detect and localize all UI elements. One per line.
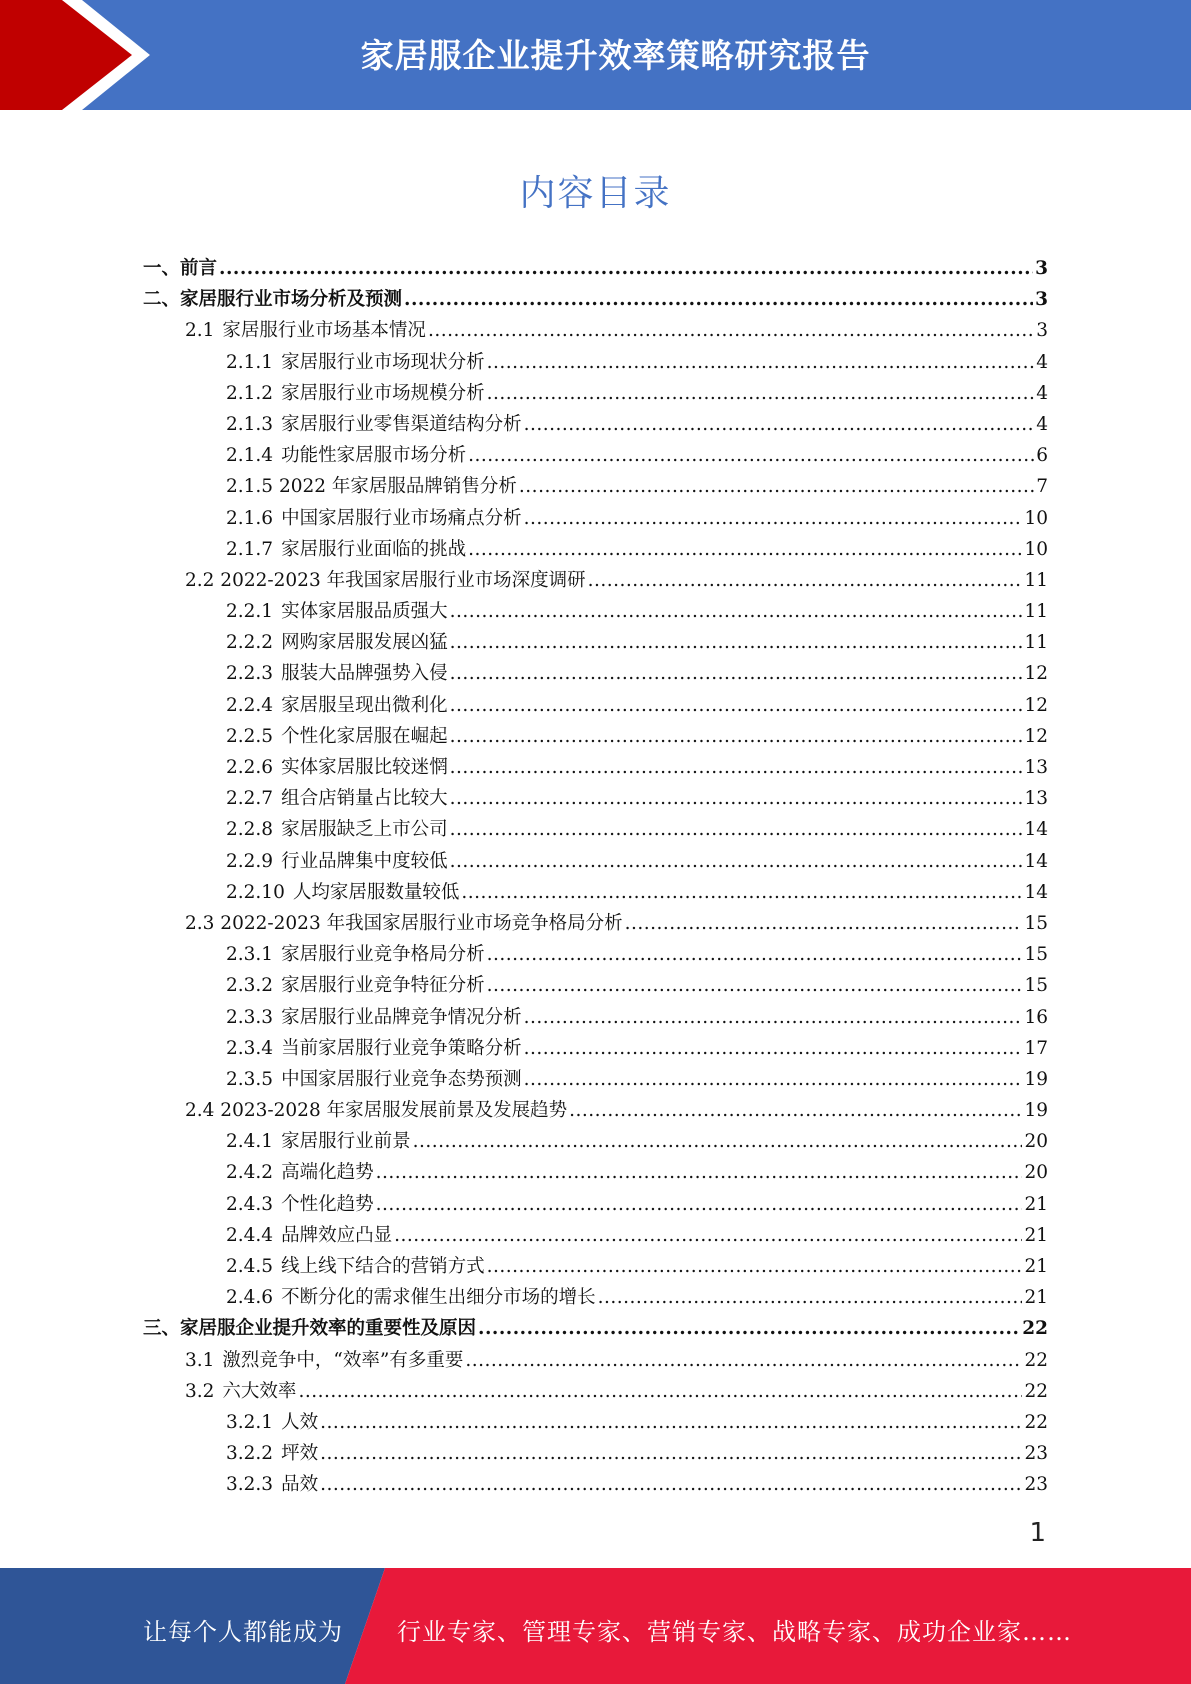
toc-entry[interactable] <box>143 565 1048 596</box>
toc-entry-page: 22 <box>1022 1318 1048 1340</box>
toc-dot-leader <box>487 1251 1023 1282</box>
toc-entry-page: 15 <box>1024 912 1048 934</box>
toc-entry-number: 2.2.4 <box>226 694 274 716</box>
toc-dot-leader <box>450 752 1023 783</box>
toc-entry-number: 2.3.3 <box>226 1006 274 1028</box>
toc-entry-page: 23 <box>1024 1443 1048 1465</box>
toc-entry-number: 2.1 <box>185 320 215 342</box>
toc-dot-leader <box>465 1345 1022 1376</box>
toc-entry-page: 10 <box>1024 538 1048 560</box>
toc-entry-number: 2.2.6 <box>226 757 274 778</box>
toc-entry-title: 2.4 2023-2028 年家居服发展前景及发展趋势 <box>185 1100 568 1122</box>
toc-entry-label <box>185 1095 567 1126</box>
toc-dot-leader <box>588 565 1023 596</box>
toc-dot-leader <box>428 315 1034 346</box>
toc-entry[interactable] <box>143 846 1048 877</box>
toc-entry[interactable] <box>143 1251 1048 1282</box>
toc-entry[interactable] <box>143 1407 1048 1438</box>
toc-entry-page: 14 <box>1024 881 1048 903</box>
toc-dot-leader <box>320 1469 1022 1500</box>
toc-entry-label <box>226 970 485 1001</box>
toc-entry-title: 网购家居服发展凶猛 <box>281 632 448 654</box>
toc-entry-number: 2.2.3 <box>226 663 274 685</box>
toc-entry[interactable] <box>143 1313 1048 1344</box>
toc-entry[interactable] <box>143 284 1048 315</box>
toc-entry-label <box>226 1126 411 1157</box>
table-of-contents <box>143 253 1048 1501</box>
toc-entry-page: 23 <box>1024 1474 1048 1496</box>
toc-entry-number: 3.2.2 <box>226 1443 274 1465</box>
toc-dot-leader <box>487 347 1035 378</box>
toc-entry[interactable] <box>143 253 1048 284</box>
toc-entry[interactable] <box>143 503 1048 534</box>
toc-entry-title: 家居服行业面临的挑战 <box>281 538 467 560</box>
toc-entry-number: 3.2.3 <box>226 1474 274 1496</box>
toc-entry-label <box>226 534 466 565</box>
toc-entry-label <box>226 721 448 752</box>
toc-entry-page: 16 <box>1024 1006 1048 1028</box>
report-title: 家居服企业提升效率策略研究报告 <box>360 36 871 75</box>
toc-dot-leader <box>394 1220 1022 1251</box>
toc-entry-label <box>226 347 485 378</box>
footer-slogan-right: 行业专家、管理专家、营销专家、战略专家、成功企业家…… <box>397 1618 1072 1646</box>
toc-entry-label <box>226 1438 318 1469</box>
toc-entry-number: 2.2.1 <box>226 601 274 623</box>
toc-entry-title: 行业品牌集中度较低 <box>281 850 448 872</box>
toc-entry-page: 3 <box>1035 258 1048 279</box>
toc-entry-number: 2.1.4 <box>226 445 274 467</box>
toc-entry-page: 4 <box>1036 382 1048 404</box>
toc-entry-number: 3.2.1 <box>226 1411 274 1433</box>
toc-entry-number: 2.2.8 <box>226 819 274 841</box>
toc-entry-page: 14 <box>1024 850 1048 872</box>
toc-dot-leader <box>450 814 1023 845</box>
toc-entry-number: 2.2.2 <box>226 632 274 654</box>
toc-entry-label <box>226 783 448 814</box>
toc-entry-label <box>185 565 586 596</box>
toc-entry[interactable] <box>143 690 1048 721</box>
toc-entry-label <box>226 1282 596 1313</box>
toc-entry-title: 中国家居服行业市场痛点分析 <box>281 507 522 529</box>
toc-entry-page: 20 <box>1024 1162 1048 1184</box>
toc-entry-title: 人均家居服数量较低 <box>292 881 460 903</box>
toc-entry-page: 19 <box>1024 1100 1048 1122</box>
toc-entry-label <box>185 908 623 939</box>
toc-entry-title: 激烈竞争中，“效率”有多重要 <box>222 1349 464 1371</box>
toc-entry[interactable] <box>143 908 1048 939</box>
toc-entry[interactable] <box>143 1095 1048 1126</box>
toc-entry[interactable] <box>143 1002 1048 1033</box>
toc-entry-number: 2.3.2 <box>226 975 274 997</box>
toc-entry-page: 19 <box>1024 1068 1048 1090</box>
toc-entry-number: 2.4.5 <box>226 1256 274 1277</box>
toc-entry-title: 2.1.5 2022 年家居服品牌销售分析 <box>226 476 517 498</box>
toc-entry[interactable] <box>143 1220 1048 1251</box>
toc-entry-number: 2.1.6 <box>226 507 274 529</box>
toc-entry-label <box>226 1251 485 1282</box>
toc-entry-label <box>143 253 217 284</box>
toc-entry-title: 功能性家居服市场分析 <box>281 445 467 467</box>
toc-dot-leader <box>487 939 1023 970</box>
toc-entry-title: 二、家居服行业市场分析及预测 <box>143 289 403 311</box>
toc-entry-label <box>185 1376 296 1407</box>
toc-entry-page: 15 <box>1024 944 1048 966</box>
toc-entry-page: 3 <box>1036 320 1048 342</box>
toc-dot-leader <box>320 1407 1022 1438</box>
toc-entry-label <box>226 503 522 534</box>
toc-entry-page: 11 <box>1024 569 1048 591</box>
toc-entry-label <box>185 315 426 346</box>
toc-entry-page: 21 <box>1024 1287 1048 1309</box>
toc-entry[interactable] <box>143 596 1048 627</box>
toc-dot-leader <box>524 1033 1023 1064</box>
toc-entry-title: 家居服行业市场规模分析 <box>281 382 485 404</box>
toc-entry[interactable] <box>143 1033 1048 1064</box>
toc-entry-title: 实体家居服比较迷惘 <box>281 757 448 778</box>
toc-entry-page: 14 <box>1024 819 1048 841</box>
toc-entry-page: 15 <box>1024 975 1048 997</box>
toc-entry-title: 实体家居服品质强大 <box>281 601 448 623</box>
toc-entry[interactable] <box>143 1438 1048 1469</box>
toc-entry-number: 3.2 <box>185 1380 215 1402</box>
footer-slogan-left: 让每个人都能成为 <box>143 1618 343 1646</box>
toc-entry-label <box>226 1407 318 1438</box>
toc-dot-leader <box>413 1126 1023 1157</box>
toc-entry[interactable] <box>143 783 1048 814</box>
toc-entry[interactable] <box>143 409 1048 440</box>
toc-entry-label <box>226 658 448 689</box>
toc-entry-label <box>226 1220 392 1251</box>
toc-entry[interactable] <box>143 1064 1048 1095</box>
toc-entry[interactable] <box>143 627 1048 658</box>
toc-entry-label <box>185 1345 463 1376</box>
toc-entry-title: 当前家居服行业竞争策略分析 <box>281 1037 522 1059</box>
toc-entry-label <box>226 752 448 783</box>
toc-entry-label <box>226 846 448 877</box>
toc-entry-label <box>226 1064 522 1095</box>
toc-entry-number: 2.4.1 <box>226 1131 274 1153</box>
toc-entry-number: 2.1.3 <box>226 413 274 435</box>
toc-entry-title: 家居服呈现出微利化 <box>281 694 448 716</box>
toc-entry[interactable] <box>143 877 1048 908</box>
toc-entry-number: 2.4.3 <box>226 1193 274 1215</box>
toc-entry-number: 2.3.1 <box>226 944 274 966</box>
toc-entry[interactable] <box>143 1157 1048 1188</box>
toc-entry-number: 2.1.1 <box>226 351 274 373</box>
toc-entry-title: 2.3 2022-2023 年我国家居服行业市场竞争格局分析 <box>185 912 623 934</box>
toc-entry[interactable] <box>143 721 1048 752</box>
toc-entry[interactable] <box>143 1469 1048 1500</box>
toc-entry-number: 2.2.9 <box>226 850 274 872</box>
toc-dot-leader <box>450 690 1023 721</box>
page-header <box>0 0 1191 110</box>
toc-entry-label <box>226 814 448 845</box>
toc-entry-number: 2.2.5 <box>226 725 274 747</box>
toc-entry-title: 三、家居服企业提升效率的重要性及原因 <box>143 1318 477 1340</box>
toc-entry-number: 2.3.5 <box>226 1068 274 1090</box>
toc-entry[interactable] <box>143 534 1048 565</box>
toc-entry-number: 2.4.4 <box>226 1224 274 1246</box>
toc-dot-leader <box>524 409 1035 440</box>
toc-entry[interactable] <box>143 1189 1048 1220</box>
toc-entry-number: 2.4.6 <box>226 1287 274 1309</box>
toc-dot-leader <box>569 1095 1022 1126</box>
toc-entry-title: 中国家居服行业竞争态势预测 <box>281 1068 522 1090</box>
toc-entry-page: 21 <box>1024 1256 1048 1277</box>
toc-entry-title: 组合店销量占比较大 <box>281 788 448 810</box>
toc-entry-title: 品牌效应凸显 <box>281 1224 393 1246</box>
toc-entry-label <box>226 1002 522 1033</box>
toc-dot-leader <box>376 1189 1023 1220</box>
page-footer <box>0 1568 1191 1684</box>
toc-dot-leader <box>450 721 1023 752</box>
toc-entry-number: 2.4.2 <box>226 1162 274 1184</box>
toc-dot-leader <box>376 1157 1023 1188</box>
toc-entry[interactable] <box>143 347 1048 378</box>
toc-dot-leader <box>598 1282 1023 1313</box>
toc-entry-title: 服装大品牌强势入侵 <box>281 663 448 685</box>
toc-dot-leader <box>487 970 1023 1001</box>
toc-entry-page: 13 <box>1024 788 1048 810</box>
toc-entry-label <box>226 690 448 721</box>
toc-entry-label <box>226 877 459 908</box>
toc-dot-leader <box>450 596 1023 627</box>
toc-dot-leader <box>524 1002 1023 1033</box>
toc-entry-label <box>226 596 448 627</box>
toc-entry[interactable] <box>143 471 1048 502</box>
toc-entry-title: 一、前言 <box>143 258 218 279</box>
toc-entry-number: 2.1.2 <box>226 382 274 404</box>
toc-entry-title: 个性化趋势 <box>281 1193 374 1215</box>
toc-dot-leader <box>524 1064 1023 1095</box>
toc-entry-number: 2.2.7 <box>226 788 274 810</box>
toc-entry-label <box>226 939 485 970</box>
toc-dot-leader <box>450 658 1023 689</box>
toc-entry[interactable] <box>143 1126 1048 1157</box>
toc-dot-leader <box>450 783 1023 814</box>
toc-entry-page: 4 <box>1036 413 1048 435</box>
toc-entry-page: 12 <box>1024 725 1048 747</box>
toc-entry-label <box>226 471 517 502</box>
toc-entry-label <box>143 284 402 315</box>
toc-entry-title: 六大效率 <box>222 1380 297 1402</box>
toc-entry-page: 13 <box>1024 757 1048 778</box>
toc-entry-title: 坪效 <box>281 1443 319 1465</box>
toc-entry-page: 21 <box>1024 1193 1048 1215</box>
toc-dot-leader <box>468 534 1022 565</box>
toc-dot-leader <box>320 1438 1022 1469</box>
toc-entry-title: 家居服缺乏上市公司 <box>281 819 448 841</box>
toc-entry-title: 高端化趋势 <box>281 1162 374 1184</box>
toc-entry-label <box>226 440 466 471</box>
toc-entry-title: 家居服行业前景 <box>281 1131 411 1153</box>
toc-dot-leader <box>487 378 1035 409</box>
toc-entry-number: 2.3.4 <box>226 1037 274 1059</box>
toc-entry-page: 4 <box>1036 351 1048 373</box>
toc-entry[interactable] <box>143 939 1048 970</box>
toc-entry-title: 家居服行业品牌竞争情况分析 <box>281 1006 522 1028</box>
toc-entry[interactable] <box>143 970 1048 1001</box>
toc-entry[interactable] <box>143 814 1048 845</box>
toc-dot-leader <box>298 1376 1022 1407</box>
toc-dot-leader <box>404 284 1033 315</box>
toc-entry-page: 22 <box>1024 1349 1048 1371</box>
toc-entry-title: 家居服行业竞争特征分析 <box>281 975 485 997</box>
toc-dot-leader <box>461 877 1022 908</box>
toc-entry-label <box>226 378 485 409</box>
toc-entry[interactable] <box>143 752 1048 783</box>
toc-dot-leader <box>219 253 1033 284</box>
toc-entry-label <box>226 1157 374 1188</box>
toc-entry-title: 家居服行业零售渠道结构分析 <box>281 413 522 435</box>
toc-entry-page: 11 <box>1024 632 1048 654</box>
toc-dot-leader <box>450 627 1023 658</box>
toc-entry-page: 11 <box>1024 601 1048 623</box>
toc-entry-page: 17 <box>1024 1037 1048 1059</box>
toc-entry[interactable] <box>143 440 1048 471</box>
toc-entry[interactable] <box>143 315 1048 346</box>
toc-entry-title: 人效 <box>281 1411 319 1433</box>
toc-entry-title: 线上线下结合的营销方式 <box>281 1256 485 1277</box>
toc-entry-title: 个性化家居服在崛起 <box>281 725 448 747</box>
page-number: 1 <box>1029 1518 1046 1548</box>
toc-dot-leader <box>519 471 1034 502</box>
toc-entry-title: 家居服行业市场现状分析 <box>281 351 485 373</box>
toc-entry-page: 12 <box>1024 663 1048 685</box>
toc-entry-label <box>226 627 448 658</box>
toc-entry-page: 7 <box>1036 476 1048 498</box>
toc-entry-number: 2.1.7 <box>226 538 274 560</box>
toc-entry-label <box>226 409 522 440</box>
toc-entry[interactable] <box>143 378 1048 409</box>
toc-entry-page: 3 <box>1035 289 1048 311</box>
toc-entry-page: 22 <box>1024 1411 1048 1433</box>
toc-entry-title: 2.2 2022-2023 年我国家居服行业市场深度调研 <box>185 569 586 591</box>
toc-entry-page: 10 <box>1024 507 1048 529</box>
toc-entry-title: 家居服行业竞争格局分析 <box>281 944 485 966</box>
toc-entry-page: 21 <box>1024 1224 1048 1246</box>
toc-entry-number: 2.2.10 <box>226 881 285 903</box>
toc-dot-leader <box>478 1313 1020 1344</box>
toc-entry-title: 不断分化的需求催生出细分市场的增长 <box>281 1287 596 1309</box>
toc-dot-leader <box>468 440 1034 471</box>
toc-heading: 内容目录 <box>519 173 672 214</box>
toc-dot-leader <box>625 908 1023 939</box>
toc-entry[interactable] <box>143 658 1048 689</box>
toc-entry-title: 家居服行业市场基本情况 <box>222 320 426 342</box>
toc-dot-leader <box>524 503 1023 534</box>
toc-entry-title: 品效 <box>281 1474 319 1496</box>
toc-dot-leader <box>450 846 1023 877</box>
toc-entry-page: 12 <box>1024 694 1048 716</box>
toc-entry-page: 6 <box>1036 445 1048 467</box>
toc-entry-label <box>226 1469 318 1500</box>
toc-entry-page: 22 <box>1024 1380 1048 1402</box>
toc-entry-number: 3.1 <box>185 1349 215 1371</box>
toc-entry[interactable] <box>143 1376 1048 1407</box>
toc-entry-label <box>226 1189 374 1220</box>
toc-entry[interactable] <box>143 1345 1048 1376</box>
toc-entry-label <box>226 1033 522 1064</box>
toc-entry-page: 20 <box>1024 1131 1048 1153</box>
toc-entry-label <box>143 1313 476 1344</box>
toc-entry[interactable] <box>143 1282 1048 1313</box>
